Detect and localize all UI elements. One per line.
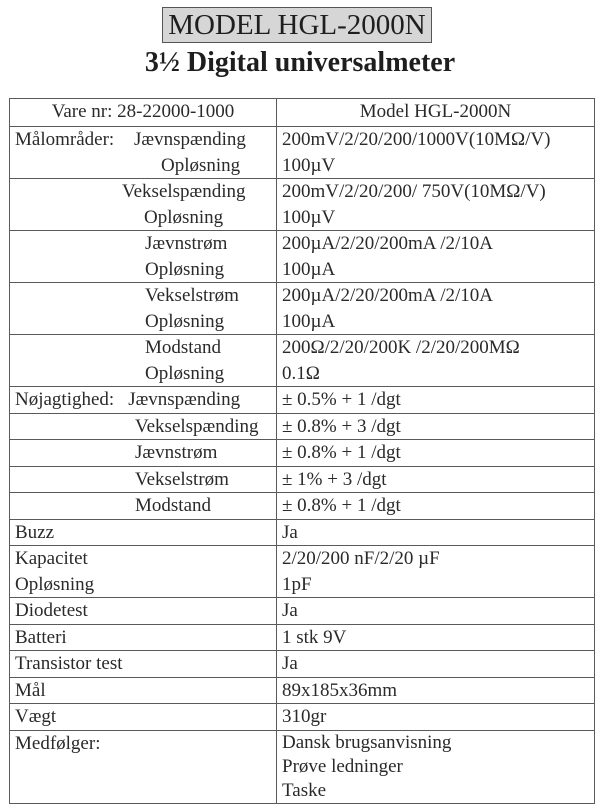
resolution-label: Opløsning	[145, 258, 225, 280]
spec-table	[9, 98, 595, 804]
spec-value: 89x185x36mm	[282, 679, 398, 701]
table-row-accuracy-aca	[10, 466, 595, 493]
label-cell	[10, 598, 277, 625]
table-row-accuracy-dcv	[10, 387, 595, 414]
label-cell	[10, 127, 277, 179]
spec-value: Ja	[282, 521, 298, 543]
table-row-accuracy-ohm	[10, 493, 595, 520]
group-label-ranges: Målområder:	[15, 129, 115, 150]
table-row-dimensions	[10, 677, 595, 704]
range-label: Modstand	[145, 337, 221, 358]
table-row-accuracy-dca	[10, 440, 595, 467]
spec-value: 310gr	[282, 706, 327, 727]
value-cell	[277, 413, 595, 440]
label-cell	[10, 387, 277, 414]
table-row-range-acv	[10, 179, 595, 231]
value-cell	[277, 651, 595, 678]
spec-sub-label: Opløsning	[15, 573, 95, 595]
spec-label: Transistor test	[15, 653, 123, 674]
table-row-weight	[10, 704, 595, 731]
value-cell	[277, 127, 595, 179]
resolution-value: 100µV	[282, 154, 336, 176]
resolution-label: Opløsning	[145, 310, 225, 332]
range-value: 200mV/2/20/200/ 750V(10MΩ/V)	[282, 181, 546, 202]
accuracy-label-line	[10, 387, 276, 413]
range-value: 200µA/2/20/200mA /2/10A	[282, 233, 493, 254]
value-cell	[277, 283, 595, 335]
table-row-buzz	[10, 519, 595, 546]
spec-label: Diodetest	[15, 600, 88, 621]
spec-label: Batteri	[15, 626, 67, 648]
value-cell	[277, 231, 595, 283]
product-subtitle: 3½ Digital universalmeter	[144, 47, 456, 78]
label-cell	[10, 335, 277, 387]
accuracy-value: ± 0.8% + 1 /dgt	[282, 442, 401, 463]
accuracy-value: ± 0.8% + 1 /dgt	[282, 495, 401, 516]
range-label: Vekselspænding	[122, 181, 246, 202]
resolution-label: Opløsning	[161, 154, 241, 176]
value-cell	[277, 546, 595, 598]
table-header-row	[10, 99, 595, 127]
model-name: Model HGL-2000N	[277, 99, 595, 127]
table-row-range-aca	[10, 283, 595, 335]
label-cell	[10, 283, 277, 335]
value-cell	[277, 730, 595, 803]
value-cell	[277, 440, 595, 467]
spec-sub-value: 1pF	[282, 573, 312, 595]
table-row-diodetest	[10, 598, 595, 625]
value-cell	[277, 493, 595, 520]
table-row-battery	[10, 624, 595, 651]
value-cell	[277, 335, 595, 387]
accuracy-value: ± 1% + 3 /dgt	[282, 468, 387, 490]
range-value: 200µA/2/20/200mA /2/10A	[282, 285, 493, 306]
spec-label: Mål	[15, 679, 46, 701]
value-cell	[277, 179, 595, 231]
range-label: Jævnstrøm	[145, 233, 228, 254]
spec-value: 2/20/200 nF/2/20 µF	[282, 548, 440, 569]
value-cell	[277, 624, 595, 651]
resolution-value: 100µA	[282, 310, 336, 332]
table-row-range-dca	[10, 231, 595, 283]
value-cell	[277, 519, 595, 546]
range-value: 200Ω/2/20/200K /2/20/200MΩ	[282, 337, 520, 358]
label-cell	[10, 624, 277, 651]
included-item: Dansk brugsanvisning	[282, 731, 452, 753]
value-cell	[277, 704, 595, 731]
table-row-accuracy-acv	[10, 413, 595, 440]
label-cell	[10, 677, 277, 704]
accuracy-value: ± 0.8% + 3 /dgt	[282, 415, 401, 437]
accuracy-label: Vekselstrøm	[135, 468, 229, 490]
spec-label: Buzz	[15, 521, 55, 543]
label-cell	[10, 413, 277, 440]
label-cell	[10, 179, 277, 231]
value-cell	[277, 387, 595, 414]
spec-label: Vægt	[15, 706, 57, 727]
accuracy-value: ± 0.5% + 1 /dgt	[282, 389, 401, 410]
spec-value: 1 stk 9V	[282, 626, 347, 648]
table-row-capacitance	[10, 546, 595, 598]
accuracy-label: Vekselspænding	[135, 415, 259, 437]
label-cell	[10, 730, 277, 803]
item-number: Vare nr: 28-22000-1000	[10, 99, 277, 127]
accuracy-label: Jævnspænding	[128, 389, 241, 410]
accuracy-label: Jævnstrøm	[135, 442, 218, 463]
included-item: Prøve ledninger	[282, 755, 403, 777]
included-item: Taske	[282, 779, 327, 801]
resolution-value: 0.1Ω	[282, 362, 320, 384]
resolution-label: Opløsning	[144, 206, 224, 228]
accuracy-label: Modstand	[135, 495, 211, 516]
model-title: MODEL HGL-2000N	[162, 7, 432, 43]
resolution-label: Opløsning	[145, 362, 225, 384]
label-cell	[10, 546, 277, 598]
range-value: 200mV/2/20/200/1000V(10MΩ/V)	[282, 129, 551, 150]
label-cell	[10, 493, 277, 520]
label-cell	[10, 651, 277, 678]
label-cell	[10, 440, 277, 467]
label-cell	[10, 704, 277, 731]
label-cell	[10, 466, 277, 493]
value-cell	[277, 598, 595, 625]
table-row-range-ohm	[10, 335, 595, 387]
resolution-value: 100µV	[282, 206, 336, 228]
resolution-value: 100µA	[282, 258, 336, 280]
spec-value: Ja	[282, 653, 298, 674]
value-cell	[277, 677, 595, 704]
range-label: Vekselstrøm	[145, 285, 239, 306]
spec-label: Kapacitet	[15, 548, 88, 569]
table-row-range-dcv	[10, 127, 595, 179]
spec-value: Ja	[282, 600, 298, 621]
table-row-included	[10, 730, 595, 803]
value-cell	[277, 466, 595, 493]
table-row-transistor-test	[10, 651, 595, 678]
range-label: Jævnspænding	[134, 129, 246, 150]
group-label-accuracy: Nøjagtighed:	[15, 389, 115, 410]
spec-label: Medfølger:	[15, 732, 101, 754]
label-cell	[10, 519, 277, 546]
label-cell	[10, 231, 277, 283]
